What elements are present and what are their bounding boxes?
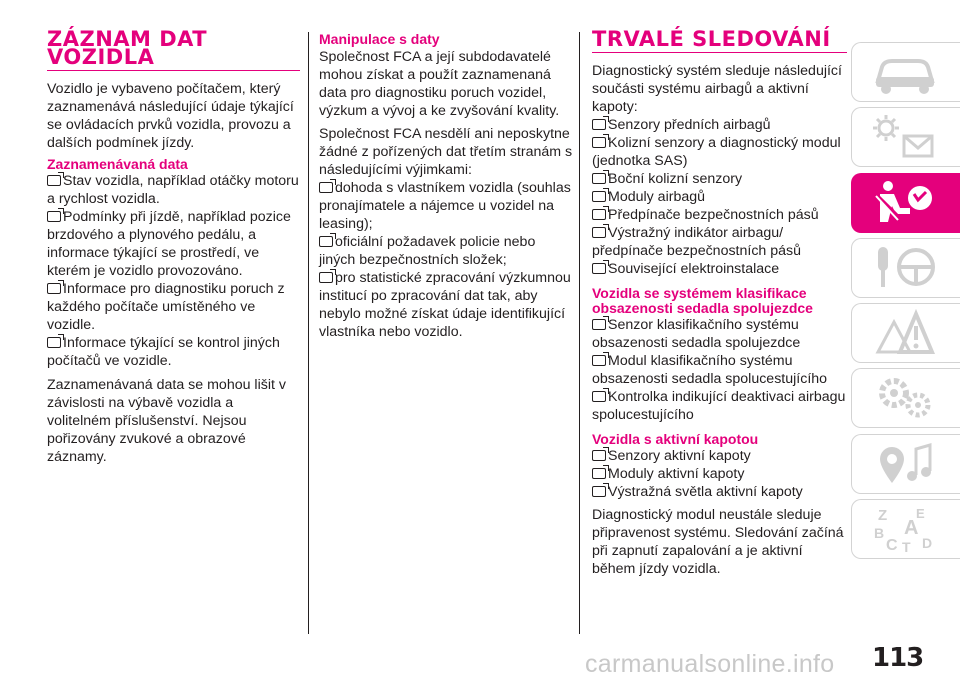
bullet-icon bbox=[592, 355, 606, 366]
list-item: Modul klasifikačního systému obsazenosti sedadla spolucestujícího bbox=[592, 353, 828, 387]
svg-text:T: T bbox=[902, 539, 911, 555]
column-data-handling bbox=[319, 30, 574, 341]
paragraph-usage: Společnost FCA a její subdodavatelé mohou získat a použít zaznamenaná data pro diagnostiku poruch vozidel, výzkum a vývoj a ke zvyšování kvality. bbox=[319, 49, 560, 119]
tab-index[interactable] bbox=[851, 499, 960, 559]
column-divider bbox=[308, 32, 309, 634]
list-item: dohoda s vlastníkem vozidla (souhlas pronajímatele a nájemce u vozidel na leasing); bbox=[319, 180, 571, 232]
paragraph-disclosure: Společnost FCA nesdělí ani neposkytne žádné z pořízených dat třetím stranám s následujícími výjimkami: bbox=[319, 126, 573, 178]
svg-text:C: C bbox=[886, 537, 898, 555]
navigation-music-icon bbox=[870, 439, 940, 489]
tab-emergency[interactable] bbox=[851, 303, 960, 363]
bullet-icon bbox=[592, 191, 606, 202]
bullet-icon bbox=[319, 236, 333, 247]
list-item: oficiální požadavek policie nebo jiných bezpečnostních složek; bbox=[319, 234, 536, 268]
bullet-icon bbox=[47, 337, 61, 348]
bullet-icon bbox=[592, 227, 606, 238]
bullet-icon bbox=[47, 283, 61, 294]
list-item: Související elektroinstalace bbox=[592, 260, 847, 278]
list-item: Senzory předních airbagů bbox=[592, 116, 847, 134]
column-continuous-monitoring bbox=[592, 27, 847, 583]
list-item: Moduly airbagů bbox=[592, 188, 847, 206]
list-item: Boční kolizní senzory bbox=[592, 170, 847, 188]
list-item: Stav vozidla, například otáčky motoru a rychlost vozidla. bbox=[47, 173, 299, 207]
warning-triangle-icon bbox=[870, 308, 940, 358]
bullet-icon bbox=[592, 119, 606, 130]
bullet-icon bbox=[592, 319, 606, 330]
column-divider bbox=[579, 32, 580, 634]
bullet-icon bbox=[592, 391, 606, 402]
bullet-icon bbox=[592, 468, 606, 479]
svg-text:D: D bbox=[922, 535, 933, 552]
list-item: pro statistické zpracování výzkumnou institucí po zpracování dat tak, aby nebylo možné získat údaje identifikující vlastníka nebo vozidlo. bbox=[319, 270, 571, 340]
list-item: Senzory aktivní kapoty bbox=[592, 447, 847, 465]
tab-safety[interactable] bbox=[851, 173, 960, 233]
list-item: Předpínače bezpečnostních pásů bbox=[592, 206, 847, 224]
intro-paragraph: Vozidlo je vybaveno počítačem, který zaznamenává následující údaje týkající se ovládacích prvků vozidla, provozu a dalších podmínek jízdy. bbox=[47, 81, 294, 151]
dashboard-lights-icon bbox=[870, 112, 940, 162]
section-title-line2: VOZIDLA bbox=[47, 45, 155, 69]
column-data-recording bbox=[47, 27, 300, 471]
svg-text:B: B bbox=[874, 525, 885, 542]
key-steering-wheel-icon bbox=[870, 243, 940, 293]
watermark: carmanualsonline.info bbox=[585, 650, 835, 678]
outro-paragraph: Diagnostický modul neustále sleduje připravenost systému. Sledování začíná při zapnutí zapalování a je aktivní během jízdy vozidla. bbox=[592, 507, 844, 577]
svg-text:Z: Z bbox=[878, 507, 888, 525]
title-underline bbox=[592, 52, 847, 53]
list-item: Moduly aktivní kapoty bbox=[592, 465, 847, 483]
tab-car[interactable] bbox=[851, 42, 960, 102]
tab-dashboard-lights[interactable] bbox=[851, 107, 960, 167]
gears-icon bbox=[870, 373, 940, 423]
subheading-recorded-data: Zaznamenávaná data bbox=[47, 156, 188, 172]
tab-maintenance[interactable] bbox=[851, 368, 960, 428]
tab-key-steering[interactable] bbox=[851, 238, 960, 298]
list-item: Kontrolka indikující deaktivaci airbagu spolucestujícího bbox=[592, 389, 846, 423]
section-title-monitoring: TRVALÉ SLEDOVÁNÍ bbox=[592, 27, 831, 51]
bullet-icon bbox=[319, 182, 333, 193]
outro-paragraph: Zaznamenávaná data se mohou lišit v závislosti na výbavě vozidla a volitelném příslušenství. Nejsou pořizovány zvukové a obrazové záznamy. bbox=[47, 377, 286, 465]
bullet-icon bbox=[592, 173, 606, 184]
subheading-data-handling: Manipulace s daty bbox=[319, 31, 440, 47]
tab-multimedia[interactable] bbox=[851, 434, 960, 494]
subheading-occupant-classification: Vozidla se systémem klasifikace obsazenosti sedadla spolujezdce bbox=[592, 285, 813, 316]
list-item: Výstražná světla aktivní kapoty bbox=[592, 483, 847, 501]
list-item: Výstražný indikátor airbagu/ předpínače bezpečnostních pásů bbox=[592, 225, 802, 259]
list-item: Informace pro diagnostiku poruch z každého počítače umístěného ve vozidle. bbox=[47, 281, 285, 333]
list-item: Podmínky při jízdě, například pozice brzdového a plynového pedálu, a informace týkající se prostředí, ve kterém je vozidlo provozováno. bbox=[47, 209, 291, 279]
page-number: 113 bbox=[872, 643, 924, 673]
section-title-line1: ZÁZNAM DAT bbox=[47, 27, 208, 51]
intro-paragraph: Diagnostický systém sleduje následující součásti systému airbagů a aktivní kapoty: bbox=[592, 63, 842, 115]
bullet-icon bbox=[47, 211, 61, 222]
alphabet-index-icon bbox=[870, 504, 940, 554]
bullet-icon bbox=[592, 486, 606, 497]
bullet-icon bbox=[592, 137, 606, 148]
list-item: Senzor klasifikačního systému obsazenosti sedadla spolujezdce bbox=[592, 317, 801, 351]
bullet-icon bbox=[47, 175, 61, 186]
list-item: Kolizní senzory a diagnostický modul (jednotka SAS) bbox=[592, 135, 841, 169]
bullet-icon bbox=[592, 263, 606, 274]
title-underline bbox=[47, 70, 300, 71]
bullet-icon bbox=[592, 209, 606, 220]
svg-text:E: E bbox=[916, 506, 925, 522]
car-icon bbox=[870, 47, 940, 97]
chapter-tabs bbox=[851, 42, 960, 564]
bullet-icon bbox=[592, 450, 606, 461]
airbag-seatbelt-icon bbox=[870, 178, 940, 228]
subheading-active-hood: Vozidla s aktivní kapotou bbox=[592, 431, 759, 447]
svg-text:A: A bbox=[904, 517, 919, 540]
list-item: Informace týkající se kontrol jiných počítačů ve vozidle. bbox=[47, 335, 280, 369]
bullet-icon bbox=[319, 272, 333, 283]
